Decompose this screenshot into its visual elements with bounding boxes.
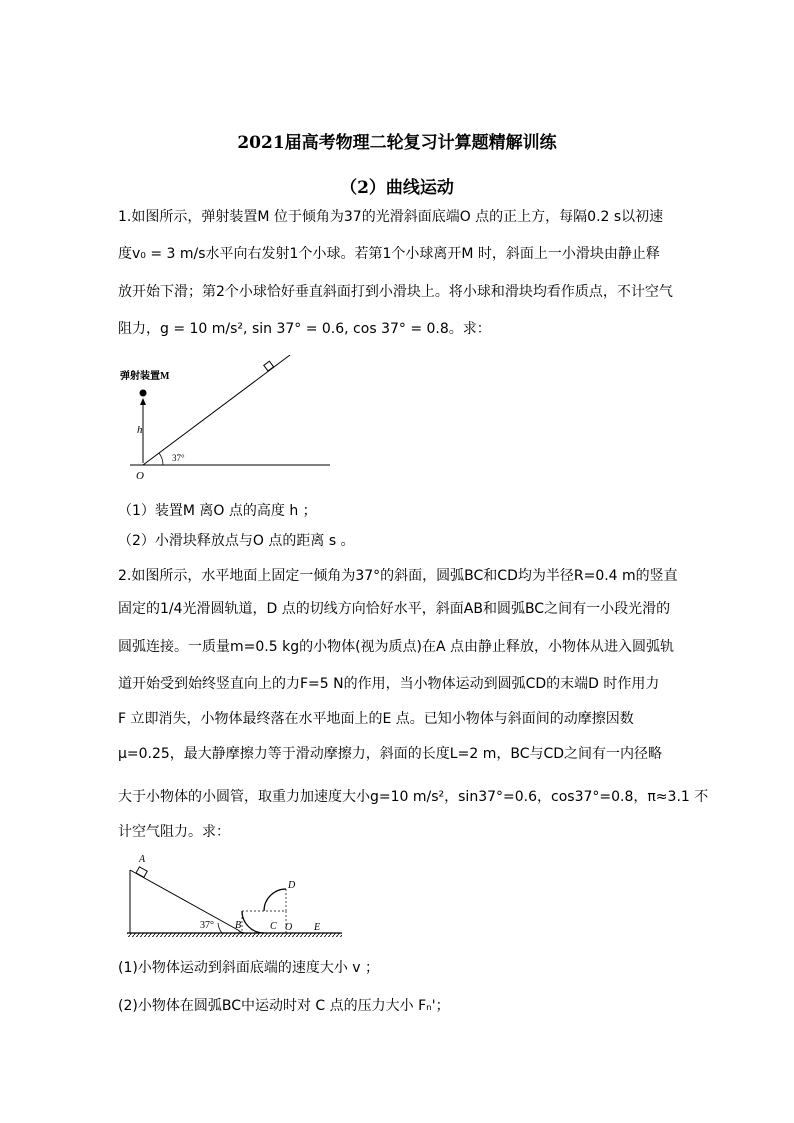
problem2-figure (122, 850, 347, 945)
dashed-guides (242, 911, 286, 933)
incline-surface (130, 870, 238, 930)
problem1-figure (110, 355, 340, 485)
problem1-question-1: （1）装置M 离O 点的高度 h ； (118, 503, 317, 519)
problem2-question-1: (1)小物体运动到斜面底端的速度大小 v ； (118, 960, 380, 976)
problem2-line-6: μ=0.25，最大静摩擦力等于滑动摩擦力，斜面的长度L=2 m，BC与CD之间有一内径略 (118, 746, 663, 762)
block-a (136, 867, 147, 877)
label-d: D (288, 880, 296, 891)
angle-label: 37° (172, 453, 185, 463)
document-subtitle: （2）曲线运动 (340, 178, 454, 198)
label-c: C (270, 921, 277, 932)
h-label: h (137, 424, 143, 436)
angle-arc (218, 923, 222, 933)
origin-label: O (136, 470, 144, 482)
label-a: A (139, 854, 146, 865)
problem1-line-3: 放开始下滑；第2个小球恰好垂直斜面打到小滑块上。将小球和滑块均看作质点，不计空气 (118, 284, 673, 300)
problem2-line-7: 大于小物体的小圆管，取重力加速度大小g=10 m/s²，sin37°=0.6，cos37°=0.8，π≈3.1 不 (118, 789, 709, 805)
arrow-up-icon (140, 398, 146, 405)
device-label: 弹射装置M (120, 371, 170, 382)
arc-bc (242, 911, 264, 933)
angle-arc (159, 453, 163, 465)
label-o: O (285, 922, 293, 933)
angle-label: 37° (200, 920, 214, 931)
problem2-line-4: 道开始受到始终竖直向上的力F=5 N的作用，当小物体运动到圆弧CD的末端D 时作用力 (118, 676, 660, 692)
problem1-line-2: 度v₀ = 3 m/s水平向右发射1个小球。若第1个小球离开M 时，斜面上一小滑块由静止释 (118, 246, 660, 262)
problem2-line-1: 2.如图所示，水平地面上固定一倾角为37°的斜面，圆弧BC和CD均为半径R=0.4 m的竖直 (118, 568, 678, 584)
problem1-line-4: 阻力，g = 10 m/s², sin 37° = 0.6, cos 37° = 0.8。求： (118, 321, 491, 337)
label-b: B (235, 920, 242, 931)
problem2-line-8: 计空气阻力。求： (118, 824, 230, 840)
launcher-ball (140, 390, 147, 397)
problem2-line-3: 圆弧连接。一质量m=0.5 kg的小物体(视为质点)在A 点由静止释放，小物体从进入圆弧轨 (118, 639, 675, 655)
document-title: 2021届高考物理二轮复习计算题精解训练 (237, 133, 557, 153)
problem2-line-5: F 立即消失，小物体最终落在水平地面上的E 点。已知小物体与斜面间的动摩擦因数 (118, 711, 634, 727)
problem1-line-1: 1.如图所示，弹射装置M 位于倾角为37的光滑斜面底端O 点的正上方，每隔0.2 s以初速 (118, 209, 664, 225)
problem1-question-2: （2）小滑块释放点与O 点的距离 s 。 (118, 533, 355, 549)
problem2-question-2: (2)小物体在圆弧BC中运动时对 C 点的压力大小 Fₙ'； (118, 998, 450, 1014)
arc-cd (264, 889, 286, 911)
slider-block (264, 361, 274, 371)
label-e: E (314, 922, 321, 933)
problem2-line-2: 固定的1/4光滑圆轨道，D 点的切线方向恰好水平，斜面AB和圆弧BC之间有一小段光滑的 (118, 601, 671, 617)
